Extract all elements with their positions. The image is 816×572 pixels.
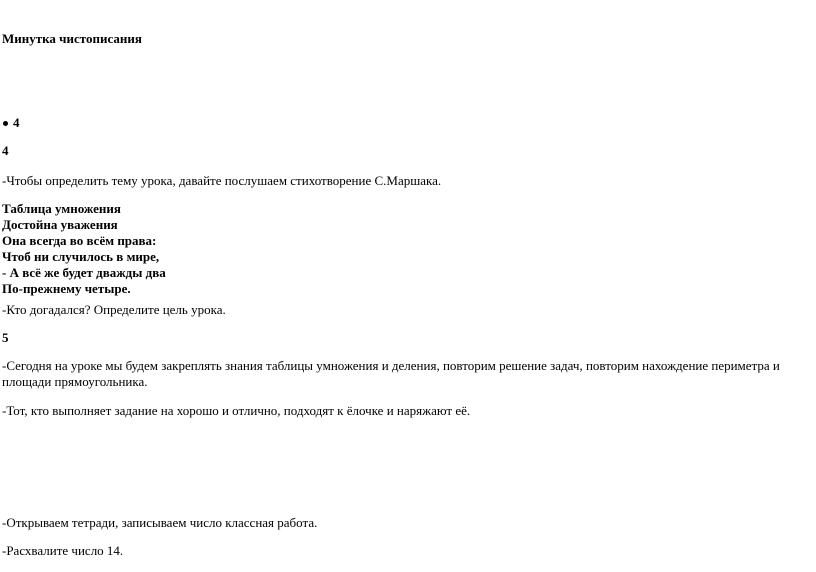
question-line: -Кто догадался? Определите цель урока. [2, 302, 226, 317]
poem [2, 201, 166, 297]
section-number-5: 5 [2, 330, 9, 345]
poem-line: По-прежнему четыре. [2, 281, 131, 296]
poem-line: Достойна уважения [2, 217, 118, 232]
notebook-line: -Открываем тетради, записываем число классная работа. [2, 515, 318, 530]
poem-line: Чтоб ни случилось в мире, [2, 249, 160, 264]
bullet-dot-icon [3, 121, 8, 126]
poem-line: - А всё же будет дважды два [2, 265, 166, 280]
bullet-item [2, 115, 20, 131]
goal-paragraph: -Сегодня на уроке мы будем закреплять знания таблицы умножения и деления, повторим решение задач, повторим нахождение периметра и площади прямоугольника. [2, 358, 780, 389]
poem-line: Таблица умножения [2, 201, 121, 216]
section-number-4: 4 [2, 143, 9, 158]
bullet-number: 4 [13, 115, 20, 130]
intro-line: -Чтобы определить тему урока, давайте послушаем стихотворение С.Маршака. [2, 173, 442, 188]
page-heading: Минутка чистописания [2, 31, 142, 46]
tree-line: -Тот, кто выполняет задание на хорошо и отлично, подходят к ёлочке и наряжают её. [2, 403, 471, 418]
decompose-line: -Расхвалите число 14. [2, 543, 124, 558]
poem-line: Она всегда во всём права: [2, 233, 157, 248]
